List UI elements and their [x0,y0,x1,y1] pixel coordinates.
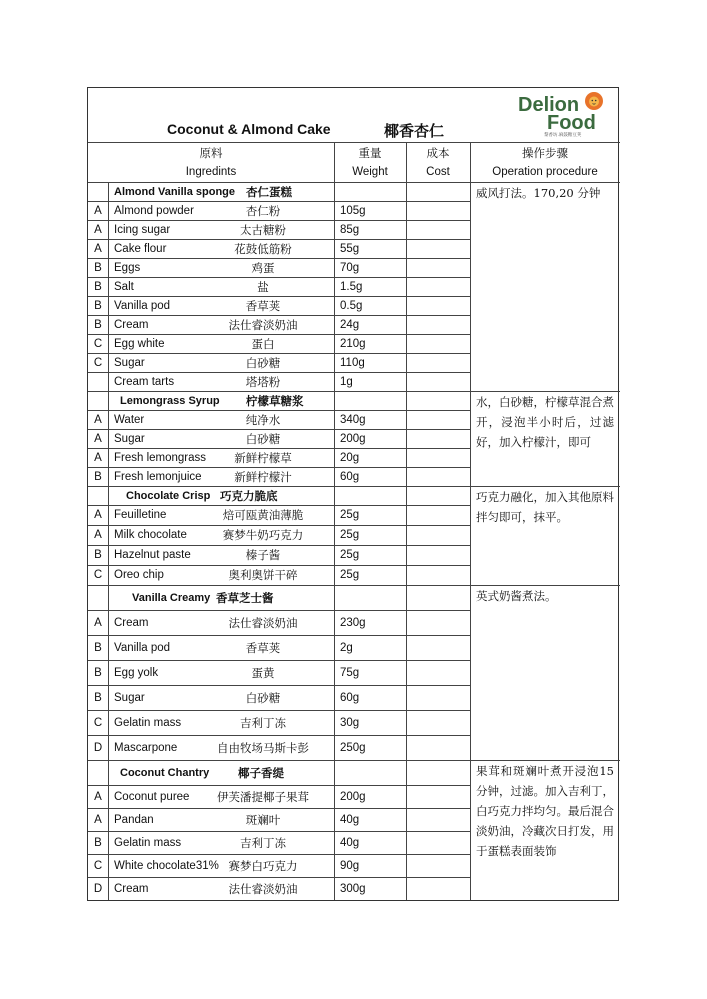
name-col-rule [334,486,335,585]
row-rule [88,258,470,259]
row-rule [88,372,470,373]
ingredient-name-en: Milk chocolate [114,529,187,541]
ingredient-weight: 30g [340,717,360,729]
weight-col-rule [406,182,407,391]
ingredient-weight: 25g [340,569,360,581]
row-rule [88,429,470,430]
section-title-en: Vanilla Creamy [132,592,211,604]
ingredient-name-cn: 塔塔粉 [245,375,281,389]
ingredient-name-en: Cream [114,883,149,895]
row-group-label: C [93,357,103,369]
row-group-label: A [94,433,102,445]
procedure-col-rule [470,391,471,486]
ingredient-name-cn: 斑斓叶 [245,813,281,827]
row-rule [88,239,470,240]
row-rule [88,296,470,297]
row-rule [88,448,470,449]
procedure-header-cn: 操作步骤 [522,146,568,160]
ingredient-name-en: Vanilla pod [114,642,171,654]
ingredient-name-en: Oreo chip [114,569,164,581]
procedure-text: 威风打法。170,20 分钟 [476,186,601,200]
row-group-label: C [93,569,103,581]
ingredient-name-cn: 盐 [257,280,269,294]
ingredient-name-cn: 香草荚 [245,641,281,655]
row-group-label: A [94,617,102,629]
ingredient-weight: 105g [340,205,366,217]
weight-col-rule [406,391,407,486]
ingredient-weight: 200g [340,791,366,803]
ingredient-weight: 60g [340,692,360,704]
ingredient-weight: 1.5g [340,281,363,293]
row-rule [88,685,470,686]
group-col-rule [108,760,109,900]
row-rule [88,831,470,832]
row-rule [88,545,470,546]
ingredient-name-en: Sugar [114,433,145,445]
ingredient-name-en: Fresh lemonjuice [114,471,202,483]
section-title-en: Almond Vanilla sponge [114,186,236,198]
ingredient-name-cn: 自由牧场马斯卡彭 [217,741,309,755]
section-title-cn: 柠檬草糖浆 [246,394,304,408]
ingredient-name-cn: 新鲜柠檬汁 [234,470,292,484]
ingredient-name-en: Pandan [114,814,154,826]
section-title-en: Coconut Chantry [120,767,210,779]
ingredient-name-en: Fresh lemongrass [114,452,207,464]
ingredient-weight: 230g [340,617,366,629]
name-col-rule [334,391,335,486]
ingredient-name-cn: 杏仁粉 [245,204,281,218]
row-group-label: B [94,667,102,679]
row-group-label: A [94,791,102,803]
ingredient-name-en: Water [114,414,145,426]
group-col-rule [108,585,109,760]
row-rule [88,808,470,809]
ingredient-name-cn: 赛梦牛奶巧克力 [222,528,304,542]
row-rule [88,315,470,316]
ingredient-name-en: Gelatin mass [114,717,182,729]
name-col-rule [334,585,335,760]
ingredient-name-cn: 蛋黄 [251,666,275,680]
ingredient-name-en: Gelatin mass [114,837,182,849]
section-title-cn: 巧克力脆底 [220,489,278,503]
ingredient-name-en: Sugar [114,692,145,704]
row-rule [88,660,470,661]
ingredient-name-cn: 奥利奥饼干碎 [228,568,298,582]
procedure-text: 巧克力融化，加入其他原料拌匀即可，抹平。 [476,490,614,524]
row-group-label: B [94,471,102,483]
ingredient-weight: 25g [340,529,360,541]
ingredient-name-cn: 白砂糖 [245,356,281,370]
row-group-label: B [94,692,102,704]
recipe-title-en: Coconut & Almond Cake [167,121,331,137]
ingredient-weight: 1g [340,376,353,388]
section-title-en: Chocolate Crisp [126,490,211,502]
ingredient-weight: 0.5g [340,300,363,312]
ingredient-name-cn: 白砂糖 [245,432,281,446]
ingredient-weight: 75g [340,667,360,679]
ingredient-name-cn: 鸡蛋 [251,261,275,275]
row-rule [88,525,470,526]
row-group-label: C [93,717,103,729]
ingredient-name-cn: 太古糖粉 [240,223,286,237]
row-group-label: B [94,319,102,331]
weight-col-rule [406,585,407,760]
ingredient-name-cn: 吉利丁冻 [240,836,286,850]
weight-header-en: Weight [352,166,388,178]
procedure-col-rule [470,760,471,900]
weight-col-rule [406,486,407,585]
name-col-rule [334,182,335,391]
ingredient-name-cn: 蛋白 [251,337,275,351]
ingredients-header-en: Ingredints [185,166,237,178]
section-title-cn: 椰子香缇 [238,766,284,780]
ingredient-name-cn: 法仕睿淡奶油 [228,882,298,896]
row-rule [88,505,470,506]
row-rule [88,201,470,202]
ingredient-weight: 70g [340,262,360,274]
ingredient-weight: 110g [340,357,365,369]
procedure-text: 英式奶酱煮法。 [476,589,557,603]
ingredient-name-en: Mascarpone [114,742,178,754]
row-group-label: B [94,837,102,849]
ingredient-weight: 55g [340,243,360,255]
ingredient-name-cn: 榛子酱 [245,548,281,562]
row-rule [88,565,470,566]
row-group-label: A [94,529,102,541]
ingredient-weight: 210g [340,338,366,350]
recipe-title-cn: 椰香杏仁 [384,122,445,140]
name-col-rule [334,760,335,900]
ingredient-weight: 40g [340,837,360,849]
row-group-label: A [94,243,102,255]
row-rule [88,410,470,411]
ingredient-weight: 250g [340,742,366,754]
ingredient-weight: 300g [340,883,366,895]
row-group-label: A [94,509,102,521]
ingredient-name-cn: 吉利丁冻 [240,716,286,730]
ingredient-name-en: Cream tarts [114,376,175,388]
procedure-text: 果茸和斑斓叶煮开浸泡15分钟，过滤。加入吉利丁，白巧克力拌均匀。最后混合淡奶油，冷藏次日打发，用于蛋糕表面装饰 [476,764,614,858]
section-title-cn: 杏仁蛋糕 [246,185,292,199]
ingredient-name-en: Eggs [114,262,141,274]
row-rule [88,220,470,221]
ingredient-name-en: Feuilletine [114,509,167,521]
row-group-label: A [94,814,102,826]
row-rule [88,854,470,855]
logo-text-line2: Food [547,112,596,134]
row-group-label: B [94,300,102,312]
ingredient-weight: 85g [340,224,360,236]
row-group-label: A [94,414,102,426]
row-rule [88,334,470,335]
procedure-col-rule [470,585,471,760]
ingredient-name-en: Icing sugar [114,224,171,236]
row-group-label: A [94,205,102,217]
recipe-sheet [87,87,619,901]
row-group-label: D [93,742,103,754]
ingredient-name-en: Hazelnut paste [114,549,191,561]
row-group-label: B [94,281,102,293]
ingredient-name-cn: 香草荚 [245,299,281,313]
procedure-col-rule [470,486,471,585]
ingredient-weight: 25g [340,509,360,521]
row-rule [88,353,470,354]
ingredient-name-cn: 伊芙潘提椰子果茸 [217,790,309,804]
company-logo [518,90,613,140]
row-rule [88,735,470,736]
cost-header-cn: 成本 [426,146,450,160]
ingredient-name-cn: 法仕睿淡奶油 [228,616,298,630]
ingredient-name-en: Salt [114,281,134,293]
row-rule [88,467,470,468]
row-rule [88,610,470,611]
lion-icon [584,91,604,111]
row-rule [88,785,470,786]
row-group-label: A [94,452,102,464]
row-group-label: D [93,883,103,895]
ingredient-name-cn: 纯净水 [245,413,281,427]
ingredient-weight: 340g [340,414,366,426]
weight-col-rule [406,760,407,900]
group-col-rule [108,486,109,585]
row-group-label: C [93,338,103,350]
procedure-text: 水，白砂糖，柠檬草混合煮开，浸泡半小时后，过滤好，加入柠檬汁，即可 [476,395,614,449]
row-rule [88,710,470,711]
logo-text-line1: Delion [518,94,580,116]
group-col-rule [108,182,109,391]
ingredient-name-en: Egg yolk [114,667,159,679]
ingredient-name-en: Cream [114,617,149,629]
section-title-cn: 香草芝士酱 [216,591,274,605]
row-group-label: B [94,262,102,274]
ingredient-name-cn: 白砂糖 [245,691,281,705]
ingredient-name-en: Vanilla pod [114,300,171,312]
ingredient-name-en: Almond powder [114,205,194,217]
ingredient-name-cn: 赛梦白巧克力 [228,859,298,873]
section-title-en: Lemongrass Syrup [120,395,220,407]
ingredient-name-en: White chocolate31% [114,860,219,872]
ingredient-name-en: Cake flour [114,243,167,255]
weight-header-cn: 重量 [358,146,382,160]
group-col-rule [108,391,109,486]
row-rule [88,635,470,636]
procedure-header-en: Operation procedure [492,166,598,178]
header-rule [88,142,620,143]
row-group-label: A [94,224,102,236]
ingredient-name-cn: 法仕睿淡奶油 [228,318,298,332]
row-rule [88,877,470,878]
ingredient-weight: 2g [340,642,353,654]
row-group-label: B [94,549,102,561]
logo-tagline: 黎香坊.麻鼓糖豆荚 [544,133,582,138]
ingredient-name-cn: 花鼓低筋粉 [234,242,292,256]
ingredient-weight: 20g [340,452,360,464]
cost-header-en: Cost [426,166,450,178]
ingredient-name-cn: 焙可瓯黄油薄脆 [222,508,304,522]
ingredient-weight: 60g [340,471,360,483]
ingredient-name-en: Coconut puree [114,791,190,803]
procedure-col-rule [470,182,471,391]
row-group-label: B [94,642,102,654]
ingredient-weight: 24g [340,319,360,331]
ingredient-name-cn: 新鲜柠檬草 [234,451,292,465]
ingredient-weight: 25g [340,549,360,561]
ingredient-name-en: Egg white [114,338,165,350]
ingredient-weight: 90g [340,860,360,872]
row-group-label: C [93,860,103,872]
ingredient-name-en: Sugar [114,357,145,369]
row-rule [88,277,470,278]
ingredient-weight: 40g [340,814,360,826]
ingredient-weight: 200g [340,433,366,445]
ingredients-header-cn: 原料 [199,146,223,160]
ingredient-name-en: Cream [114,319,149,331]
